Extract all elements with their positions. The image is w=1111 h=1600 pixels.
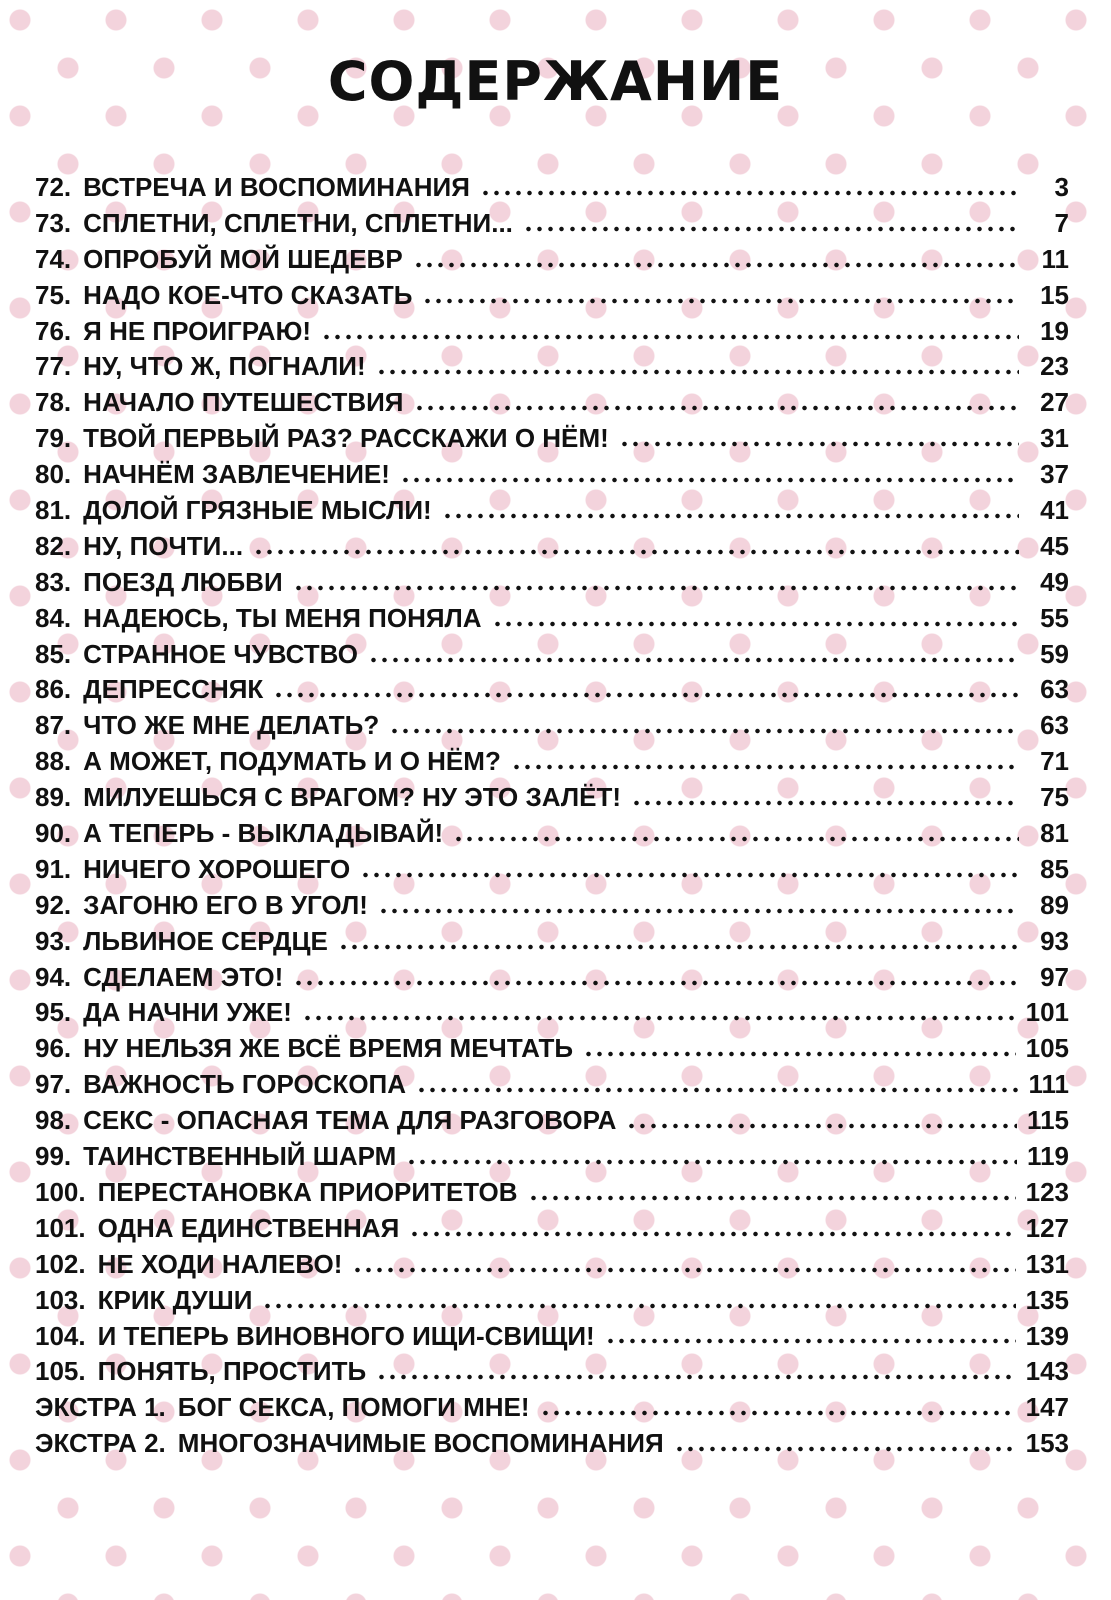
toc-entry[interactable] (35, 888, 1069, 924)
toc-entry[interactable] (35, 1031, 1069, 1067)
chapter-title: КРИК ДУШИ (97, 1284, 253, 1315)
chapter-number: 104. (35, 1320, 86, 1351)
page-number: 131 (1025, 1248, 1069, 1279)
dot-leader (302, 1015, 1016, 1021)
page-number: 3 (1054, 172, 1069, 202)
chapter-number: 77. (35, 351, 72, 382)
toc-entry[interactable] (35, 995, 1069, 1031)
toc-entry[interactable] (35, 744, 1069, 780)
chapter-number: 89. (35, 782, 72, 813)
toc-entry[interactable] (35, 1283, 1069, 1319)
dot-leader (422, 298, 1019, 304)
dot-leader (293, 980, 1019, 986)
chapter-number: 96. (35, 1033, 72, 1064)
chapter-number: 95. (35, 997, 72, 1028)
chapter-title: НЕ ХОДИ НАЛЕВО! (97, 1248, 343, 1279)
toc-entry[interactable] (35, 1139, 1069, 1175)
page-number: 41 (1040, 495, 1069, 526)
toc-entry[interactable] (35, 206, 1069, 242)
toc-entry[interactable] (35, 924, 1069, 960)
chapter-number: 85. (35, 638, 72, 669)
chapter-number: 91. (35, 853, 72, 884)
chapter-number: ЭКСТРА 2. (35, 1428, 166, 1459)
dot-leader (631, 800, 1019, 806)
dot-leader (262, 1303, 1015, 1309)
chapter-title: ТАИНСТВЕННЫЙ ШАРМ (83, 1141, 397, 1172)
page-number: 27 (1040, 387, 1069, 418)
chapter-number: 84. (35, 602, 72, 633)
chapter-number: 98. (35, 1105, 72, 1136)
chapter-title: ДЕПРЕССНЯК (83, 674, 264, 705)
toc-entry[interactable] (35, 529, 1069, 565)
toc-entry[interactable] (35, 780, 1069, 816)
toc-entry[interactable] (35, 565, 1069, 601)
chapter-title: НИЧЕГО ХОРОШЕГО (83, 853, 351, 884)
chapter-number: 75. (35, 279, 72, 310)
dot-leader (338, 944, 1019, 950)
chapter-number: 79. (35, 423, 72, 454)
page-number: 143 (1025, 1356, 1069, 1387)
dot-leader (523, 226, 1019, 232)
toc-entry[interactable] (35, 816, 1069, 852)
dot-leader (400, 477, 1019, 483)
toc-entry[interactable] (35, 493, 1069, 529)
toc-entry[interactable] (35, 278, 1069, 314)
page-number: 85 (1040, 853, 1069, 884)
dot-leader (605, 1338, 1016, 1344)
page-number: 115 (1027, 1105, 1069, 1136)
dot-leader (360, 872, 1019, 878)
chapter-number: 82. (35, 530, 72, 561)
chapter-title: ЧТО ЖЕ МНЕ ДЕЛАТЬ? (83, 710, 380, 741)
toc-entry[interactable] (35, 637, 1069, 673)
chapter-title: И ТЕПЕРЬ ВИНОВНОГО ИЩИ-СВИЩИ! (97, 1320, 595, 1351)
chapter-number: 105. (35, 1356, 86, 1387)
toc-entry[interactable] (35, 1319, 1069, 1355)
page-number: 45 (1040, 530, 1069, 561)
dot-leader (409, 1231, 1015, 1237)
page-number: 7 (1054, 207, 1069, 238)
chapter-title: ВАЖНОСТЬ ГОРОСКОПА (83, 1069, 407, 1100)
dot-leader (406, 1159, 1017, 1165)
dot-leader (376, 369, 1019, 375)
chapter-title: НАДЕЮСЬ, ТЫ МЕНЯ ПОНЯЛА (83, 602, 482, 633)
page-number: 147 (1025, 1392, 1069, 1423)
chapter-number: 88. (35, 746, 72, 777)
dot-leader (368, 657, 1019, 663)
dot-leader (492, 621, 1019, 627)
chapter-title: СДЕЛАЕМ ЭТО! (83, 961, 284, 992)
chapter-title: НУ НЕЛЬЗЯ ЖЕ ВСЁ ВРЕМЯ МЕЧТАТЬ (83, 1033, 574, 1064)
dot-leader (511, 764, 1019, 770)
chapter-title: СПЛЕТНИ, СПЛЕТНИ, СПЛЕТНИ... (83, 207, 513, 238)
page-number: 23 (1040, 351, 1069, 382)
chapter-title: НАЧНЁМ ЗАВЛЕЧЕНИЕ! (83, 459, 390, 490)
chapter-number: 83. (35, 566, 72, 597)
toc-entry[interactable] (35, 1211, 1069, 1247)
chapter-number: 76. (35, 315, 72, 346)
dot-leader (442, 513, 1019, 519)
page-number: 93 (1040, 925, 1069, 956)
chapter-title: ЛЬВИНОЕ СЕРДЦЕ (83, 925, 328, 956)
chapter-number: 86. (35, 674, 72, 705)
chapter-number: 101. (35, 1212, 86, 1243)
page-title: СОДЕРЖАНИЕ (327, 50, 784, 113)
chapter-number: 102. (35, 1248, 86, 1279)
chapter-title: ЗАГОНЮ ЕГО В УГОЛ! (83, 889, 368, 920)
dot-leader (416, 1087, 1018, 1093)
chapter-title: ДОЛОЙ ГРЯЗНЫЕ МЫСЛИ! (83, 495, 432, 526)
toc-entry[interactable] (35, 672, 1069, 708)
dot-leader (674, 1446, 1016, 1452)
page-number: 11 (1041, 243, 1069, 274)
chapter-number: 87. (35, 710, 72, 741)
page-number: 15 (1040, 279, 1069, 310)
chapter-title: А ТЕПЕРЬ - ВЫКЛАДЫВАЙ! (83, 818, 444, 849)
page-number: 37 (1040, 459, 1069, 490)
chapter-title: БОГ СЕКСА, ПОМОГИ МНЕ! (177, 1392, 530, 1423)
page-number: 89 (1040, 889, 1069, 920)
chapter-title: ПОЕЗД ЛЮБВИ (83, 566, 283, 597)
table-of-contents (35, 170, 1069, 1462)
page-number: 81 (1040, 818, 1069, 849)
toc-entry[interactable] (35, 708, 1069, 744)
dot-leader (480, 190, 1019, 196)
chapter-title: ПЕРЕСТАНОВКА ПРИОРИТЕТОВ (97, 1176, 518, 1207)
dot-leader (273, 692, 1019, 698)
chapter-number: 72. (35, 172, 72, 202)
chapter-number: 73. (35, 207, 72, 238)
toc-entry[interactable] (35, 1390, 1069, 1426)
dot-leader (626, 1123, 1017, 1129)
page-number: 139 (1025, 1320, 1069, 1351)
dot-leader (321, 334, 1019, 340)
toc-entry[interactable] (35, 601, 1069, 637)
chapter-title: НУ, ПОЧТИ... (83, 530, 244, 561)
dot-leader (413, 262, 1019, 268)
chapter-title: ОПРОБУЙ МОЙ ШЕДЕВР (83, 243, 403, 274)
chapter-title: НАЧАЛО ПУТЕШЕСТВИЯ (83, 387, 404, 418)
toc-entry[interactable] (35, 1067, 1069, 1103)
dot-leader (583, 1051, 1015, 1057)
page-number: 55 (1040, 602, 1069, 633)
dot-leader (376, 1374, 1015, 1380)
toc-entry[interactable] (35, 1354, 1069, 1390)
chapter-title: ТВОЙ ПЕРВЫЙ РАЗ? РАССКАЖИ О НЁМ! (83, 423, 609, 454)
toc-entry[interactable] (35, 852, 1069, 888)
chapter-number: 103. (35, 1284, 86, 1315)
chapter-title: НАДО КОЕ-ЧТО СКАЗАТЬ (83, 279, 413, 310)
page-number: 123 (1025, 1176, 1069, 1207)
chapter-title: СТРАННОЕ ЧУВСТВО (83, 638, 358, 669)
toc-entry[interactable] (35, 1175, 1069, 1211)
page-number: 119 (1027, 1141, 1069, 1172)
chapter-title: СЕКС - ОПАСНАЯ ТЕМА ДЛЯ РАЗГОВОРА (83, 1105, 617, 1136)
toc-entry[interactable] (35, 242, 1069, 278)
page-number: 135 (1025, 1284, 1069, 1315)
chapter-number: 81. (35, 495, 72, 526)
dot-leader (378, 908, 1019, 914)
toc-entry[interactable] (35, 1426, 1069, 1462)
chapter-title: ОДНА ЕДИНСТВЕННАЯ (97, 1212, 400, 1243)
toc-entry[interactable] (35, 349, 1069, 385)
chapter-number: 97. (35, 1069, 72, 1100)
page-number: 153 (1025, 1428, 1069, 1459)
page-number: 75 (1040, 782, 1069, 813)
chapter-title: ПОНЯТЬ, ПРОСТИТЬ (97, 1356, 367, 1387)
dot-leader (453, 836, 1019, 842)
dot-leader (540, 1410, 1016, 1416)
toc-entry[interactable] (35, 314, 1069, 350)
page-number: 127 (1025, 1212, 1069, 1243)
page-number: 101 (1025, 997, 1069, 1028)
chapter-number: 74. (35, 243, 72, 274)
toc-entry[interactable] (35, 385, 1069, 421)
chapter-title: Я НЕ ПРОИГРАЮ! (83, 315, 312, 346)
toc-entry[interactable] (35, 421, 1069, 457)
page-number: 59 (1040, 638, 1069, 669)
toc-entry[interactable] (35, 457, 1069, 493)
chapter-title: ДА НАЧНИ УЖЕ! (83, 997, 292, 1028)
toc-entry[interactable] (35, 1103, 1069, 1139)
chapter-number: 78. (35, 387, 72, 418)
dot-leader (389, 728, 1019, 734)
dot-leader (253, 549, 1019, 555)
chapter-number: 80. (35, 459, 72, 490)
page-number: 97 (1040, 961, 1069, 992)
chapter-number: 99. (35, 1141, 72, 1172)
chapter-title: МИЛУЕШЬСЯ С ВРАГОМ? НУ ЭТО ЗАЛЁТ! (83, 782, 622, 813)
chapter-title: А МОЖЕТ, ПОДУМАТЬ И О НЁМ? (83, 746, 501, 777)
chapter-number: 90. (35, 818, 72, 849)
chapter-number: 94. (35, 961, 72, 992)
toc-entry[interactable] (35, 170, 1069, 206)
page-number: 19 (1040, 315, 1069, 346)
page-number: 63 (1040, 710, 1069, 741)
dot-leader (293, 585, 1019, 591)
chapter-number: ЭКСТРА 1. (35, 1392, 166, 1423)
page-number: 111 (1028, 1069, 1069, 1100)
dot-leader (528, 1195, 1016, 1201)
chapter-number: 93. (35, 925, 72, 956)
page-number: 63 (1040, 674, 1069, 705)
toc-entry[interactable] (35, 1247, 1069, 1283)
page-number: 49 (1040, 566, 1069, 597)
page-number: 31 (1040, 423, 1069, 454)
dot-leader (414, 405, 1020, 411)
toc-entry[interactable] (35, 960, 1069, 996)
page-number: 71 (1040, 746, 1069, 777)
page-number: 105 (1025, 1033, 1069, 1064)
chapter-number: 92. (35, 889, 72, 920)
dot-leader (619, 441, 1019, 447)
chapter-number: 100. (35, 1176, 86, 1207)
chapter-title: МНОГОЗНАЧИМЫЕ ВОСПОМИНАНИЯ (177, 1428, 664, 1459)
dot-leader (352, 1267, 1015, 1273)
chapter-title: ВСТРЕЧА И ВОСПОМИНАНИЯ (83, 172, 470, 202)
chapter-title: НУ, ЧТО Ж, ПОГНАЛИ! (83, 351, 366, 382)
